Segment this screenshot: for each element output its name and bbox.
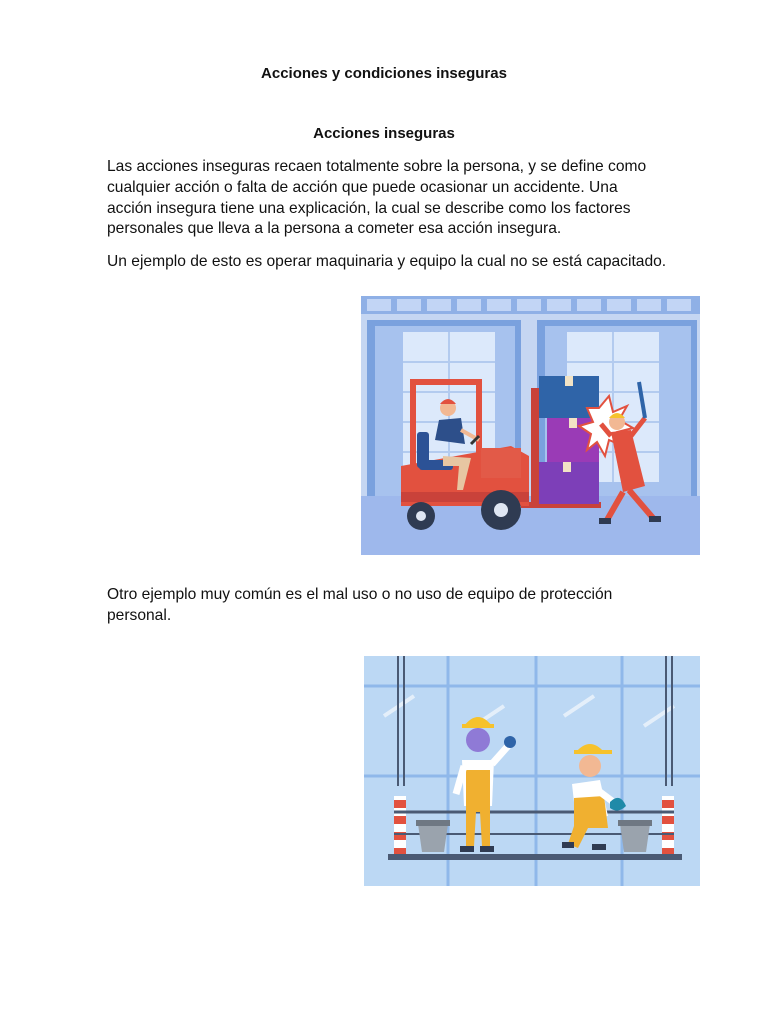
paragraph-example-ppe: Otro ejemplo muy común es el mal uso o no uso de equipo de protección personal. [107,586,613,624]
paragraph-example-machinery: Un ejemplo de esto es operar maquinaria y equipo la cual no se está capacitado. [107,253,667,270]
section-heading: Acciones inseguras [313,125,455,142]
document-title: Acciones y condiciones inseguras [261,65,507,82]
forklift-accident-illustration [361,296,700,555]
window-cleaners-illustration [364,656,700,886]
paragraph-definition: Las acciones inseguras recaen totalmente sobre la persona, y se define como cualquier acción o falta de acción que puede ocasionar un accidente. Una acción insegura tiene una explicación, la cual se describe como los factores personales que lleva a la persona a cometer esa acción insegura. [107,158,647,238]
